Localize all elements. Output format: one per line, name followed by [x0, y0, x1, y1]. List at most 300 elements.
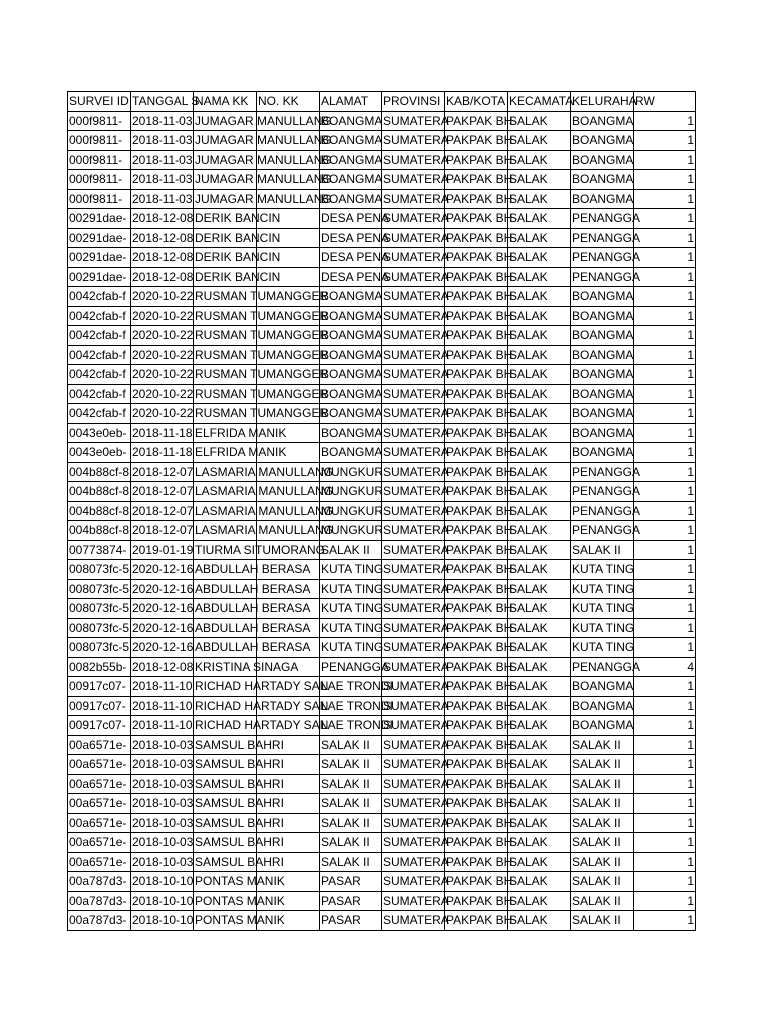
- cell-kecamatan[interactable]: SALAK: [508, 521, 571, 541]
- cell-alamat[interactable]: SALAK II: [320, 852, 382, 872]
- cell-kecamatan[interactable]: SALAK: [508, 755, 571, 775]
- cell-provinsi[interactable]: SUMATERA: [382, 696, 445, 716]
- cell-kab-kota[interactable]: PAKPAK BH: [445, 248, 508, 268]
- cell-kecamatan[interactable]: SALAK: [508, 618, 571, 638]
- cell-rw[interactable]: 1: [634, 677, 696, 697]
- cell-provinsi[interactable]: SUMATERA: [382, 228, 445, 248]
- cell-nama-kk[interactable]: TIURMA SITUMORANG: [194, 540, 257, 560]
- cell-provinsi[interactable]: SUMATERA: [382, 404, 445, 424]
- cell-rw[interactable]: 1: [634, 735, 696, 755]
- cell-alamat[interactable]: DESA PENA: [320, 248, 382, 268]
- cell-alamat[interactable]: DESA PENA: [320, 228, 382, 248]
- cell-kecamatan[interactable]: SALAK: [508, 735, 571, 755]
- cell-provinsi[interactable]: SUMATERA: [382, 248, 445, 268]
- header-cell[interactable]: KELURAHA: [571, 92, 634, 112]
- cell-kab-kota[interactable]: PAKPAK BH: [445, 131, 508, 151]
- cell-tanggal[interactable]: 2018-11-03: [131, 150, 194, 170]
- cell-rw[interactable]: 1: [634, 404, 696, 424]
- cell-nama-kk[interactable]: RUSMAN TUMANGGER: [194, 384, 257, 404]
- cell-provinsi[interactable]: SUMATERA: [382, 384, 445, 404]
- header-cell[interactable]: KECAMATA: [508, 92, 571, 112]
- cell-nama-kk[interactable]: DERIK BANCIN: [194, 248, 257, 268]
- cell-kelurahan[interactable]: SALAK II: [571, 774, 634, 794]
- cell-nama-kk[interactable]: DERIK BANCIN: [194, 209, 257, 229]
- cell-survei-id[interactable]: 0042cfab-f: [68, 365, 131, 385]
- cell-kecamatan[interactable]: SALAK: [508, 482, 571, 502]
- cell-kab-kota[interactable]: PAKPAK BH: [445, 267, 508, 287]
- cell-survei-id[interactable]: 000f9811-: [68, 111, 131, 131]
- cell-nama-kk[interactable]: RUSMAN TUMANGGER: [194, 404, 257, 424]
- cell-kab-kota[interactable]: PAKPAK BH: [445, 189, 508, 209]
- cell-rw[interactable]: 1: [634, 911, 696, 931]
- cell-kecamatan[interactable]: SALAK: [508, 287, 571, 307]
- header-cell[interactable]: ALAMAT: [320, 92, 382, 112]
- cell-provinsi[interactable]: SUMATERA: [382, 326, 445, 346]
- cell-nama-kk[interactable]: SAMSUL BAHRI: [194, 852, 257, 872]
- cell-survei-id[interactable]: 00a6571e-: [68, 794, 131, 814]
- cell-kab-kota[interactable]: PAKPAK BH: [445, 579, 508, 599]
- cell-kab-kota[interactable]: PAKPAK BH: [445, 852, 508, 872]
- cell-kelurahan[interactable]: BOANGMA: [571, 716, 634, 736]
- cell-kab-kota[interactable]: PAKPAK BH: [445, 365, 508, 385]
- cell-provinsi[interactable]: SUMATERA: [382, 599, 445, 619]
- cell-kelurahan[interactable]: PENANGGA: [571, 501, 634, 521]
- cell-rw[interactable]: 1: [634, 579, 696, 599]
- cell-rw[interactable]: 1: [634, 306, 696, 326]
- cell-tanggal[interactable]: 2018-12-07: [131, 462, 194, 482]
- cell-survei-id[interactable]: 00a787d3-: [68, 911, 131, 931]
- cell-kab-kota[interactable]: PAKPAK BH: [445, 833, 508, 853]
- cell-tanggal[interactable]: 2020-12-16: [131, 638, 194, 658]
- cell-kecamatan[interactable]: SALAK: [508, 813, 571, 833]
- cell-rw[interactable]: 1: [634, 170, 696, 190]
- cell-tanggal[interactable]: 2018-10-10: [131, 911, 194, 931]
- cell-tanggal[interactable]: 2018-12-08: [131, 209, 194, 229]
- cell-tanggal[interactable]: 2018-10-10: [131, 872, 194, 892]
- cell-nama-kk[interactable]: RUSMAN TUMANGGER: [194, 287, 257, 307]
- cell-provinsi[interactable]: SUMATERA: [382, 716, 445, 736]
- cell-rw[interactable]: 1: [634, 872, 696, 892]
- cell-kelurahan[interactable]: SALAK II: [571, 911, 634, 931]
- cell-nama-kk[interactable]: SAMSUL BAHRI: [194, 813, 257, 833]
- cell-alamat[interactable]: BOANGMA: [320, 384, 382, 404]
- cell-rw[interactable]: 1: [634, 209, 696, 229]
- cell-kelurahan[interactable]: PENANGGA: [571, 209, 634, 229]
- cell-tanggal[interactable]: 2020-10-22: [131, 384, 194, 404]
- cell-tanggal[interactable]: 2018-12-08: [131, 228, 194, 248]
- cell-kecamatan[interactable]: SALAK: [508, 774, 571, 794]
- cell-rw[interactable]: 1: [634, 228, 696, 248]
- cell-survei-id[interactable]: 00773874-: [68, 540, 131, 560]
- cell-kab-kota[interactable]: PAKPAK BH: [445, 501, 508, 521]
- cell-nama-kk[interactable]: SAMSUL BAHRI: [194, 774, 257, 794]
- cell-kab-kota[interactable]: PAKPAK BH: [445, 326, 508, 346]
- cell-rw[interactable]: 1: [634, 540, 696, 560]
- cell-survei-id[interactable]: 008073fc-5: [68, 618, 131, 638]
- cell-kecamatan[interactable]: SALAK: [508, 384, 571, 404]
- cell-provinsi[interactable]: SUMATERA: [382, 150, 445, 170]
- cell-kelurahan[interactable]: PENANGGA: [571, 462, 634, 482]
- cell-provinsi[interactable]: SUMATERA: [382, 521, 445, 541]
- cell-provinsi[interactable]: SUMATERA: [382, 501, 445, 521]
- cell-survei-id[interactable]: 000f9811-: [68, 131, 131, 151]
- cell-rw[interactable]: 1: [634, 716, 696, 736]
- cell-provinsi[interactable]: SUMATERA: [382, 560, 445, 580]
- cell-provinsi[interactable]: SUMATERA: [382, 111, 445, 131]
- cell-provinsi[interactable]: SUMATERA: [382, 911, 445, 931]
- cell-survei-id[interactable]: 00917c07-: [68, 716, 131, 736]
- cell-kelurahan[interactable]: BOANGMA: [571, 443, 634, 463]
- cell-kecamatan[interactable]: SALAK: [508, 189, 571, 209]
- cell-nama-kk[interactable]: PONTAS MANIK: [194, 911, 257, 931]
- cell-kelurahan[interactable]: BOANGMA: [571, 111, 634, 131]
- cell-nama-kk[interactable]: SAMSUL BAHRI: [194, 794, 257, 814]
- cell-rw[interactable]: 1: [634, 345, 696, 365]
- cell-rw[interactable]: 1: [634, 501, 696, 521]
- cell-alamat[interactable]: SALAK II: [320, 833, 382, 853]
- cell-nama-kk[interactable]: JUMAGAR MANULLANG: [194, 170, 257, 190]
- cell-nama-kk[interactable]: ELFRIDA MANIK: [194, 423, 257, 443]
- cell-kelurahan[interactable]: BOANGMA: [571, 404, 634, 424]
- cell-nama-kk[interactable]: SAMSUL BAHRI: [194, 735, 257, 755]
- cell-survei-id[interactable]: 00a6571e-: [68, 755, 131, 775]
- cell-kecamatan[interactable]: SALAK: [508, 872, 571, 892]
- cell-rw[interactable]: 1: [634, 111, 696, 131]
- cell-nama-kk[interactable]: LASMARIA MANULLANG: [194, 462, 257, 482]
- cell-nama-kk[interactable]: ELFRIDA MANIK: [194, 443, 257, 463]
- header-cell[interactable]: RW: [634, 92, 696, 112]
- cell-kelurahan[interactable]: BOANGMA: [571, 677, 634, 697]
- cell-kecamatan[interactable]: SALAK: [508, 852, 571, 872]
- cell-kecamatan[interactable]: SALAK: [508, 131, 571, 151]
- cell-alamat[interactable]: KUTA TING: [320, 638, 382, 658]
- cell-tanggal[interactable]: 2018-11-03: [131, 170, 194, 190]
- cell-provinsi[interactable]: SUMATERA: [382, 638, 445, 658]
- cell-tanggal[interactable]: 2020-12-16: [131, 618, 194, 638]
- cell-tanggal[interactable]: 2020-10-22: [131, 306, 194, 326]
- cell-alamat[interactable]: MUNGKUR: [320, 501, 382, 521]
- cell-survei-id[interactable]: 0042cfab-f: [68, 306, 131, 326]
- cell-survei-id[interactable]: 00a6571e-: [68, 774, 131, 794]
- cell-kelurahan[interactable]: BOANGMA: [571, 384, 634, 404]
- cell-alamat[interactable]: PASAR: [320, 911, 382, 931]
- cell-kecamatan[interactable]: SALAK: [508, 267, 571, 287]
- cell-survei-id[interactable]: 000f9811-: [68, 150, 131, 170]
- cell-kab-kota[interactable]: PAKPAK BH: [445, 443, 508, 463]
- cell-kab-kota[interactable]: PAKPAK BH: [445, 287, 508, 307]
- cell-provinsi[interactable]: SUMATERA: [382, 540, 445, 560]
- cell-kab-kota[interactable]: PAKPAK BH: [445, 677, 508, 697]
- cell-alamat[interactable]: BOANGMA: [320, 150, 382, 170]
- cell-kab-kota[interactable]: PAKPAK BH: [445, 735, 508, 755]
- cell-kab-kota[interactable]: PAKPAK BH: [445, 423, 508, 443]
- cell-provinsi[interactable]: SUMATERA: [382, 852, 445, 872]
- cell-provinsi[interactable]: SUMATERA: [382, 170, 445, 190]
- cell-survei-id[interactable]: 000f9811-: [68, 170, 131, 190]
- cell-survei-id[interactable]: 0043e0eb-: [68, 443, 131, 463]
- cell-provinsi[interactable]: SUMATERA: [382, 189, 445, 209]
- cell-alamat[interactable]: SALAK II: [320, 813, 382, 833]
- cell-tanggal[interactable]: 2018-10-03: [131, 774, 194, 794]
- cell-alamat[interactable]: SALAK II: [320, 540, 382, 560]
- cell-tanggal[interactable]: 2020-10-22: [131, 345, 194, 365]
- cell-nama-kk[interactable]: ABDULLAH BERASA: [194, 579, 257, 599]
- cell-kecamatan[interactable]: SALAK: [508, 209, 571, 229]
- cell-tanggal[interactable]: 2018-11-10: [131, 716, 194, 736]
- cell-nama-kk[interactable]: ABDULLAH BERASA: [194, 560, 257, 580]
- cell-kelurahan[interactable]: KUTA TING: [571, 599, 634, 619]
- cell-rw[interactable]: 1: [634, 813, 696, 833]
- cell-kab-kota[interactable]: PAKPAK BH: [445, 482, 508, 502]
- cell-rw[interactable]: 1: [634, 618, 696, 638]
- cell-kab-kota[interactable]: PAKPAK BH: [445, 618, 508, 638]
- cell-kecamatan[interactable]: SALAK: [508, 891, 571, 911]
- cell-alamat[interactable]: BOANGMA: [320, 131, 382, 151]
- cell-rw[interactable]: 1: [634, 189, 696, 209]
- cell-survei-id[interactable]: 008073fc-5: [68, 599, 131, 619]
- cell-alamat[interactable]: PENANGGA: [320, 657, 382, 677]
- cell-alamat[interactable]: PASAR: [320, 872, 382, 892]
- cell-kelurahan[interactable]: PENANGGA: [571, 267, 634, 287]
- cell-rw[interactable]: 4: [634, 657, 696, 677]
- cell-survei-id[interactable]: 0043e0eb-: [68, 423, 131, 443]
- cell-kecamatan[interactable]: SALAK: [508, 833, 571, 853]
- cell-kab-kota[interactable]: PAKPAK BH: [445, 170, 508, 190]
- cell-kelurahan[interactable]: BOANGMA: [571, 696, 634, 716]
- cell-rw[interactable]: 1: [634, 638, 696, 658]
- cell-kecamatan[interactable]: SALAK: [508, 501, 571, 521]
- cell-kecamatan[interactable]: SALAK: [508, 404, 571, 424]
- header-cell[interactable]: TANGGAL S: [131, 92, 194, 112]
- cell-nama-kk[interactable]: JUMAGAR MANULLANG: [194, 131, 257, 151]
- cell-provinsi[interactable]: SUMATERA: [382, 813, 445, 833]
- cell-alamat[interactable]: PASAR: [320, 891, 382, 911]
- cell-kab-kota[interactable]: PAKPAK BH: [445, 872, 508, 892]
- cell-tanggal[interactable]: 2018-11-18: [131, 423, 194, 443]
- cell-survei-id[interactable]: 0042cfab-f: [68, 345, 131, 365]
- cell-survei-id[interactable]: 008073fc-5: [68, 560, 131, 580]
- cell-provinsi[interactable]: SUMATERA: [382, 423, 445, 443]
- cell-provinsi[interactable]: SUMATERA: [382, 365, 445, 385]
- cell-kab-kota[interactable]: PAKPAK BH: [445, 345, 508, 365]
- cell-alamat[interactable]: KUTA TING: [320, 560, 382, 580]
- cell-tanggal[interactable]: 2018-11-18: [131, 443, 194, 463]
- cell-nama-kk[interactable]: LASMARIA MANULLANG: [194, 501, 257, 521]
- cell-kab-kota[interactable]: PAKPAK BH: [445, 638, 508, 658]
- cell-kelurahan[interactable]: SALAK II: [571, 540, 634, 560]
- cell-kecamatan[interactable]: SALAK: [508, 248, 571, 268]
- cell-kecamatan[interactable]: SALAK: [508, 443, 571, 463]
- cell-alamat[interactable]: SALAK II: [320, 794, 382, 814]
- cell-kelurahan[interactable]: SALAK II: [571, 872, 634, 892]
- cell-rw[interactable]: 1: [634, 833, 696, 853]
- cell-alamat[interactable]: BOANGMA: [320, 423, 382, 443]
- cell-kab-kota[interactable]: PAKPAK BH: [445, 774, 508, 794]
- cell-provinsi[interactable]: SUMATERA: [382, 891, 445, 911]
- cell-kecamatan[interactable]: SALAK: [508, 677, 571, 697]
- cell-kelurahan[interactable]: SALAK II: [571, 813, 634, 833]
- cell-provinsi[interactable]: SUMATERA: [382, 579, 445, 599]
- cell-tanggal[interactable]: 2020-12-16: [131, 560, 194, 580]
- cell-nama-kk[interactable]: RICHAD HARTADY SAN: [194, 677, 257, 697]
- cell-rw[interactable]: 1: [634, 150, 696, 170]
- cell-nama-kk[interactable]: RUSMAN TUMANGGER: [194, 345, 257, 365]
- cell-tanggal[interactable]: 2020-10-22: [131, 404, 194, 424]
- cell-kab-kota[interactable]: PAKPAK BH: [445, 813, 508, 833]
- header-cell[interactable]: PROVINSI: [382, 92, 445, 112]
- cell-rw[interactable]: 1: [634, 774, 696, 794]
- cell-survei-id[interactable]: 0082b55b-: [68, 657, 131, 677]
- cell-rw[interactable]: 1: [634, 326, 696, 346]
- cell-survei-id[interactable]: 00a787d3-: [68, 891, 131, 911]
- cell-provinsi[interactable]: SUMATERA: [382, 618, 445, 638]
- cell-survei-id[interactable]: 008073fc-5: [68, 579, 131, 599]
- cell-provinsi[interactable]: SUMATERA: [382, 833, 445, 853]
- cell-kelurahan[interactable]: BOANGMA: [571, 131, 634, 151]
- cell-survei-id[interactable]: 004b88cf-8: [68, 501, 131, 521]
- cell-alamat[interactable]: BOANGMA: [320, 365, 382, 385]
- cell-rw[interactable]: 1: [634, 599, 696, 619]
- cell-survei-id[interactable]: 00291dae-: [68, 209, 131, 229]
- cell-kab-kota[interactable]: PAKPAK BH: [445, 599, 508, 619]
- cell-kelurahan[interactable]: SALAK II: [571, 755, 634, 775]
- cell-alamat[interactable]: BOANGMA: [320, 111, 382, 131]
- cell-rw[interactable]: 1: [634, 462, 696, 482]
- cell-tanggal[interactable]: 2018-10-03: [131, 813, 194, 833]
- cell-survei-id[interactable]: 0042cfab-f: [68, 384, 131, 404]
- cell-survei-id[interactable]: 00291dae-: [68, 228, 131, 248]
- cell-survei-id[interactable]: 004b88cf-8: [68, 462, 131, 482]
- cell-provinsi[interactable]: SUMATERA: [382, 872, 445, 892]
- cell-nama-kk[interactable]: RUSMAN TUMANGGER: [194, 306, 257, 326]
- cell-kab-kota[interactable]: PAKPAK BH: [445, 657, 508, 677]
- header-cell[interactable]: NAMA KK: [194, 92, 257, 112]
- cell-kelurahan[interactable]: BOANGMA: [571, 287, 634, 307]
- cell-nama-kk[interactable]: DERIK BANCIN: [194, 267, 257, 287]
- cell-alamat[interactable]: BOANGMA: [320, 170, 382, 190]
- cell-tanggal[interactable]: 2018-12-08: [131, 657, 194, 677]
- cell-kecamatan[interactable]: SALAK: [508, 560, 571, 580]
- cell-rw[interactable]: 1: [634, 560, 696, 580]
- cell-kecamatan[interactable]: SALAK: [508, 345, 571, 365]
- cell-kab-kota[interactable]: PAKPAK BH: [445, 462, 508, 482]
- cell-alamat[interactable]: MUNGKUR: [320, 521, 382, 541]
- cell-provinsi[interactable]: SUMATERA: [382, 131, 445, 151]
- cell-kab-kota[interactable]: PAKPAK BH: [445, 755, 508, 775]
- cell-rw[interactable]: 1: [634, 794, 696, 814]
- cell-kelurahan[interactable]: BOANGMA: [571, 326, 634, 346]
- cell-provinsi[interactable]: SUMATERA: [382, 306, 445, 326]
- cell-rw[interactable]: 1: [634, 131, 696, 151]
- cell-provinsi[interactable]: SUMATERA: [382, 735, 445, 755]
- cell-kelurahan[interactable]: BOANGMA: [571, 306, 634, 326]
- cell-kab-kota[interactable]: PAKPAK BH: [445, 150, 508, 170]
- cell-kab-kota[interactable]: PAKPAK BH: [445, 540, 508, 560]
- cell-provinsi[interactable]: SUMATERA: [382, 443, 445, 463]
- cell-alamat[interactable]: DESA PENA: [320, 209, 382, 229]
- cell-alamat[interactable]: BOANGMA: [320, 404, 382, 424]
- cell-survei-id[interactable]: 0042cfab-f: [68, 404, 131, 424]
- cell-kelurahan[interactable]: PENANGGA: [571, 248, 634, 268]
- cell-survei-id[interactable]: 0042cfab-f: [68, 326, 131, 346]
- cell-tanggal[interactable]: 2018-12-07: [131, 482, 194, 502]
- cell-alamat[interactable]: BOANGMA: [320, 443, 382, 463]
- cell-kab-kota[interactable]: PAKPAK BH: [445, 209, 508, 229]
- cell-tanggal[interactable]: 2018-12-08: [131, 267, 194, 287]
- cell-alamat[interactable]: LAE TRONDI: [320, 696, 382, 716]
- cell-kelurahan[interactable]: PENANGGA: [571, 482, 634, 502]
- cell-survei-id[interactable]: 008073fc-5: [68, 638, 131, 658]
- cell-nama-kk[interactable]: RUSMAN TUMANGGER: [194, 365, 257, 385]
- cell-rw[interactable]: 1: [634, 248, 696, 268]
- cell-provinsi[interactable]: SUMATERA: [382, 657, 445, 677]
- cell-kelurahan[interactable]: SALAK II: [571, 735, 634, 755]
- cell-survei-id[interactable]: 00291dae-: [68, 248, 131, 268]
- cell-survei-id[interactable]: 000f9811-: [68, 189, 131, 209]
- cell-kecamatan[interactable]: SALAK: [508, 911, 571, 931]
- cell-alamat[interactable]: LAE TRONDI: [320, 716, 382, 736]
- cell-tanggal[interactable]: 2018-10-03: [131, 735, 194, 755]
- cell-tanggal[interactable]: 2020-10-22: [131, 287, 194, 307]
- cell-rw[interactable]: 1: [634, 891, 696, 911]
- cell-kelurahan[interactable]: BOANGMA: [571, 150, 634, 170]
- cell-tanggal[interactable]: 2018-10-03: [131, 833, 194, 853]
- cell-rw[interactable]: 1: [634, 852, 696, 872]
- cell-kecamatan[interactable]: SALAK: [508, 716, 571, 736]
- cell-nama-kk[interactable]: JUMAGAR MANULLANG: [194, 111, 257, 131]
- cell-kelurahan[interactable]: KUTA TING: [571, 638, 634, 658]
- cell-kab-kota[interactable]: PAKPAK BH: [445, 696, 508, 716]
- cell-tanggal[interactable]: 2018-12-08: [131, 248, 194, 268]
- cell-rw[interactable]: 1: [634, 443, 696, 463]
- cell-nama-kk[interactable]: JUMAGAR MANULLANG: [194, 150, 257, 170]
- cell-kecamatan[interactable]: SALAK: [508, 657, 571, 677]
- cell-alamat[interactable]: BOANGMA: [320, 189, 382, 209]
- cell-kab-kota[interactable]: PAKPAK BH: [445, 911, 508, 931]
- cell-kecamatan[interactable]: SALAK: [508, 638, 571, 658]
- cell-kecamatan[interactable]: SALAK: [508, 111, 571, 131]
- cell-kab-kota[interactable]: PAKPAK BH: [445, 306, 508, 326]
- cell-nama-kk[interactable]: DERIK BANCIN: [194, 228, 257, 248]
- cell-kab-kota[interactable]: PAKPAK BH: [445, 891, 508, 911]
- cell-kab-kota[interactable]: PAKPAK BH: [445, 384, 508, 404]
- cell-kecamatan[interactable]: SALAK: [508, 326, 571, 346]
- cell-alamat[interactable]: KUTA TING: [320, 599, 382, 619]
- cell-rw[interactable]: 1: [634, 267, 696, 287]
- cell-rw[interactable]: 1: [634, 365, 696, 385]
- cell-nama-kk[interactable]: RICHAD HARTADY SAN: [194, 716, 257, 736]
- cell-nama-kk[interactable]: RICHAD HARTADY SAN: [194, 696, 257, 716]
- cell-nama-kk[interactable]: KRISTINA SINAGA: [194, 657, 257, 677]
- cell-rw[interactable]: 1: [634, 521, 696, 541]
- cell-nama-kk[interactable]: RUSMAN TUMANGGER: [194, 326, 257, 346]
- cell-nama-kk[interactable]: ABDULLAH BERASA: [194, 599, 257, 619]
- cell-nama-kk[interactable]: SAMSUL BAHRI: [194, 755, 257, 775]
- cell-kecamatan[interactable]: SALAK: [508, 365, 571, 385]
- cell-survei-id[interactable]: 00a787d3-: [68, 872, 131, 892]
- cell-kelurahan[interactable]: SALAK II: [571, 852, 634, 872]
- cell-alamat[interactable]: KUTA TING: [320, 579, 382, 599]
- cell-tanggal[interactable]: 2018-11-10: [131, 696, 194, 716]
- header-cell[interactable]: SURVEI ID: [68, 92, 131, 112]
- cell-nama-kk[interactable]: ABDULLAH BERASA: [194, 618, 257, 638]
- cell-kelurahan[interactable]: BOANGMA: [571, 423, 634, 443]
- cell-tanggal[interactable]: 2018-10-10: [131, 891, 194, 911]
- cell-survei-id[interactable]: 00291dae-: [68, 267, 131, 287]
- cell-kecamatan[interactable]: SALAK: [508, 794, 571, 814]
- cell-tanggal[interactable]: 2018-11-03: [131, 111, 194, 131]
- header-cell[interactable]: NO. KK: [257, 92, 320, 112]
